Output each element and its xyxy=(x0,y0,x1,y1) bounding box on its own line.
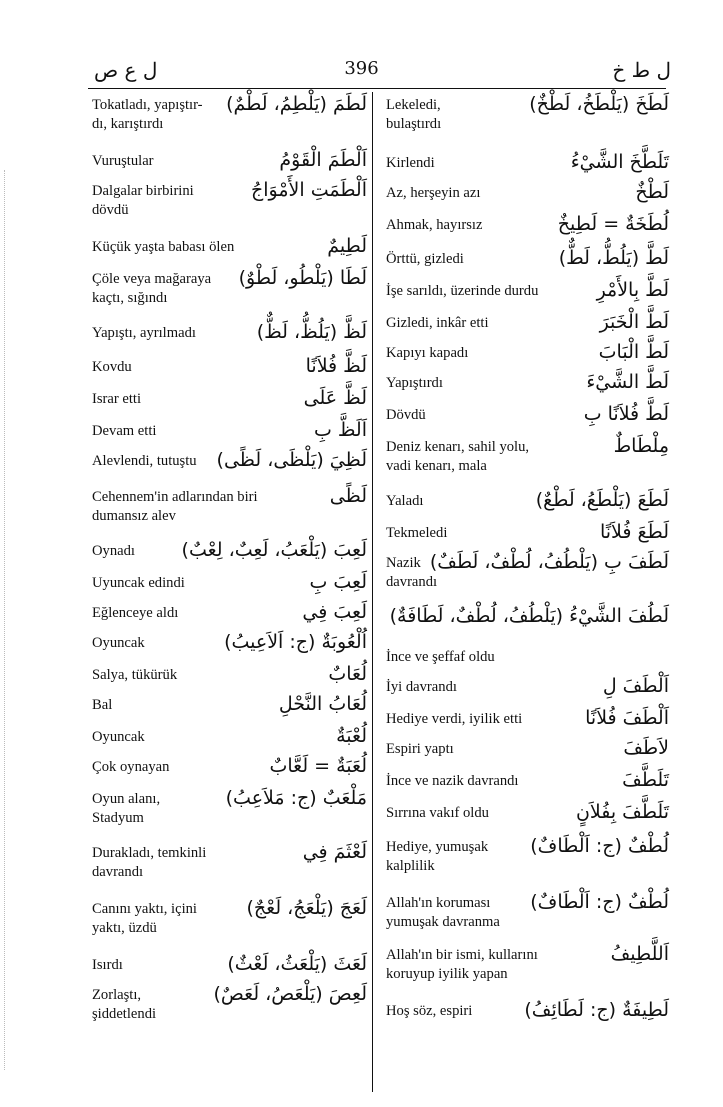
header-right-letters: ل ط خ xyxy=(612,58,671,82)
arabic-headword: تَلَطَّفَ بِفُلاَنٍ xyxy=(575,801,669,823)
turkish-definition: Oyuncak xyxy=(92,635,145,651)
arabic-headword: لُعَبَةٌ = لَعَّابٌ xyxy=(269,755,367,777)
arabic-headword: لَطَّ فُلاَنًا بِ xyxy=(583,403,669,425)
turkish-definition: Alevlendi, tutuştu xyxy=(92,453,197,469)
turkish-definition: Dövdü xyxy=(386,407,426,423)
arabic-headword: لَطَعَ (يَلْطَعُ، لَطْعٌ) xyxy=(535,489,669,511)
turkish-definition: Tekmeledi xyxy=(386,525,448,541)
arabic-headword: لُطَخَةٌ = لَطِيخٌ xyxy=(557,213,669,235)
turkish-definition: Durakladı, temkinli davrandı xyxy=(92,845,207,880)
arabic-headword: تَلَطَّخَ الشَّيْءُ xyxy=(570,151,669,173)
turkish-definition: Küçük yaşta babası ölen xyxy=(92,239,235,255)
turkish-definition: İnce ve nazik davrandı xyxy=(386,773,519,789)
turkish-definition: Eğlenceye aldı xyxy=(92,605,179,621)
turkish-definition: Yapıştı, ayrılmadı xyxy=(92,325,196,341)
turkish-definition: Ahmak, hayırsız xyxy=(386,217,483,233)
arabic-headword: لَعَجَ (يَلْعَجُ، لَعْجٌ) xyxy=(246,897,367,919)
arabic-headword: لَطَّ (يَلُطُّ، لَطٌّ) xyxy=(558,247,669,269)
turkish-definition: İnce ve şeffaf oldu xyxy=(386,649,495,665)
arabic-headword: لَطَّ الْبَابَ xyxy=(598,341,669,363)
arabic-headword: لَطْخٌ xyxy=(635,181,669,203)
arabic-headword: لَظَّ فُلاَنًا xyxy=(305,355,367,377)
turkish-definition: Sırrına vakıf oldu xyxy=(386,805,489,821)
arabic-headword: لَعْثَمَ فِي xyxy=(302,841,367,863)
turkish-definition: Deniz kenarı, sahil yolu, vadi kenarı, mala xyxy=(386,439,530,474)
turkish-definition: İyi davrandı xyxy=(386,679,457,695)
turkish-definition: Devam etti xyxy=(92,423,157,439)
turkish-definition: Yapıştırdı xyxy=(386,375,443,391)
arabic-headword: اَلْطَمَ الْقَوْمُ xyxy=(279,149,367,171)
turkish-definition: Allah'ın koruması yumuşak davranma xyxy=(386,895,500,930)
arabic-headword: لَطَخَ (يَلْطَخُ، لَطْخٌ) xyxy=(529,93,669,115)
page-number: 396 xyxy=(344,58,379,79)
turkish-definition: Israr etti xyxy=(92,391,142,407)
arabic-headword: اَلْطَفَ فُلاَنًا xyxy=(585,707,669,729)
turkish-definition: Yaladı xyxy=(386,493,424,509)
turkish-definition: Dalgalar birbirini dövdü xyxy=(92,183,194,218)
turkish-definition: Örttü, gizledi xyxy=(386,251,464,267)
turkish-definition: Nazik davrandı xyxy=(386,555,438,590)
turkish-definition: Espiri yaptı xyxy=(386,741,454,757)
turkish-definition: Allah'ın bir ismi, kullarını koruyup iyilik yapan xyxy=(386,947,538,982)
turkish-definition: Lekeledi, bulaştırdı xyxy=(386,97,442,132)
header-rule xyxy=(88,88,666,89)
column-divider xyxy=(372,92,373,1092)
arabic-headword: اَلْطَفَ لِ xyxy=(602,675,669,697)
turkish-definition: Kirlendi xyxy=(386,155,435,171)
arabic-headword: لَطُفَ الشَّيْءُ (يَلْطُفُ، لُطْفٌ، لَطَافَةٌ) xyxy=(389,605,669,627)
turkish-definition: Vuruştular xyxy=(92,153,154,169)
arabic-headword: لَطَّ الشَّيْءَ xyxy=(586,371,669,393)
arabic-headword: لَطَّ بِالأَمْرِ xyxy=(596,279,669,301)
turkish-definition: Gizledi, inkâr etti xyxy=(386,315,489,331)
arabic-headword: لُطْفٌ (ج: اَلْطَافٌ) xyxy=(530,891,669,913)
arabic-headword: لَطِيفَةٌ (ج: لَطَائِفُ) xyxy=(524,999,669,1021)
turkish-definition: İşe sarıldı, üzerinde durdu xyxy=(386,283,539,299)
turkish-definition: Kovdu xyxy=(92,359,132,375)
arabic-headword: لُعَابٌ xyxy=(328,663,367,685)
turkish-definition: Cehennem'in adlarından biri dumansız alev xyxy=(92,489,258,524)
arabic-headword: تَلَطَّفَ xyxy=(622,769,669,791)
header-left-letters: ل ع ص xyxy=(94,58,158,82)
arabic-headword: لَطَمَ (يَلْطِمُ، لَطْمٌ) xyxy=(226,93,367,115)
arabic-headword: لَطَّ الْخَبَرَ xyxy=(599,311,669,333)
turkish-definition: Hediye verdi, iyilik etti xyxy=(386,711,523,727)
arabic-headword: اَللَّطِيفُ xyxy=(610,943,669,965)
turkish-definition: Çöle veya mağaraya kaçtı, sığındı xyxy=(92,271,212,306)
arabic-headword: مَلْعَبٌ (ج: مَلاَعِبُ) xyxy=(225,787,367,809)
arabic-headword: لاَطَفَ xyxy=(623,737,669,759)
arabic-headword: لَظَّ عَلَى xyxy=(303,387,367,409)
arabic-headword: لَعِبَ فِي xyxy=(302,601,367,623)
arabic-headword: لَطَفَ بِ (يَلْطُفُ، لُطْفٌ، لَطَفٌ) xyxy=(429,551,669,573)
turkish-definition: Salya, tükürük xyxy=(92,667,178,683)
turkish-definition: Hediye, yumuşak kalplilik xyxy=(386,839,489,874)
turkish-definition: Oyuncak xyxy=(92,729,145,745)
turkish-definition: Bal xyxy=(92,697,113,713)
arabic-headword: لَعِصَ (يَلْعَصُ، لَعَصٌ) xyxy=(213,983,367,1005)
arabic-headword: اَلَظَّ بِ xyxy=(313,419,367,441)
arabic-headword: لَطَا (يَلْطُو، لَطْوٌ) xyxy=(238,267,367,289)
turkish-definition: Çok oynayan xyxy=(92,759,170,775)
turkish-definition: Oynadı xyxy=(92,543,135,559)
turkish-definition: Tokatladı, yapıştır- dı, karıştırdı xyxy=(92,97,203,132)
arabic-headword: لُطْفٌ (ج: اَلْطَافٌ) xyxy=(530,835,669,857)
turkish-definition: Az, herşeyin azı xyxy=(386,185,481,201)
arabic-headword: لَعِبَ بِ xyxy=(309,571,367,593)
turkish-definition: Hoş söz, espiri xyxy=(386,1003,473,1019)
arabic-headword: لَعَثَ (يَلْعَثُ، لَعْثٌ) xyxy=(227,953,367,975)
arabic-headword: لَعِبَ (يَلْعَبُ، لَعِبٌ، لِعْبٌ) xyxy=(181,539,367,561)
arabic-headword: اَلْطَمَتِ الأَمْوَاجُ xyxy=(251,179,367,201)
arabic-headword: لُعَابُ النَّحْلِ xyxy=(278,693,367,715)
arabic-headword: لَطِيمٌ xyxy=(327,235,367,257)
turkish-definition: Oyun alanı, Stadyum xyxy=(92,791,161,826)
arabic-headword: لَظَّ (يَلُظُّ، لَظٌّ) xyxy=(256,321,367,343)
turkish-definition: Isırdı xyxy=(92,957,123,973)
arabic-headword: لُعْبَةٌ xyxy=(336,725,367,747)
turkish-definition: Kapıyı kapadı xyxy=(386,345,469,361)
turkish-definition: Canını yaktı, içini yaktı, üzdü xyxy=(92,901,197,936)
turkish-definition: Zorlaştı, şiddetlendi xyxy=(92,987,157,1022)
arabic-headword: لَظِيَ (يَلْظَى، لَظًى) xyxy=(216,449,367,471)
arabic-headword: اُلْعُوبَةٌ (ج: اَلاَعِيبُ) xyxy=(224,631,367,653)
turkish-definition: Uyuncak edindi xyxy=(92,575,185,591)
arabic-headword: لَظًى xyxy=(329,485,367,507)
arabic-headword: مِلْطَاطٌ xyxy=(613,435,669,457)
arabic-headword: لَطَعَ فُلاَنًا xyxy=(599,521,669,543)
scan-edge-marks xyxy=(4,170,11,1070)
